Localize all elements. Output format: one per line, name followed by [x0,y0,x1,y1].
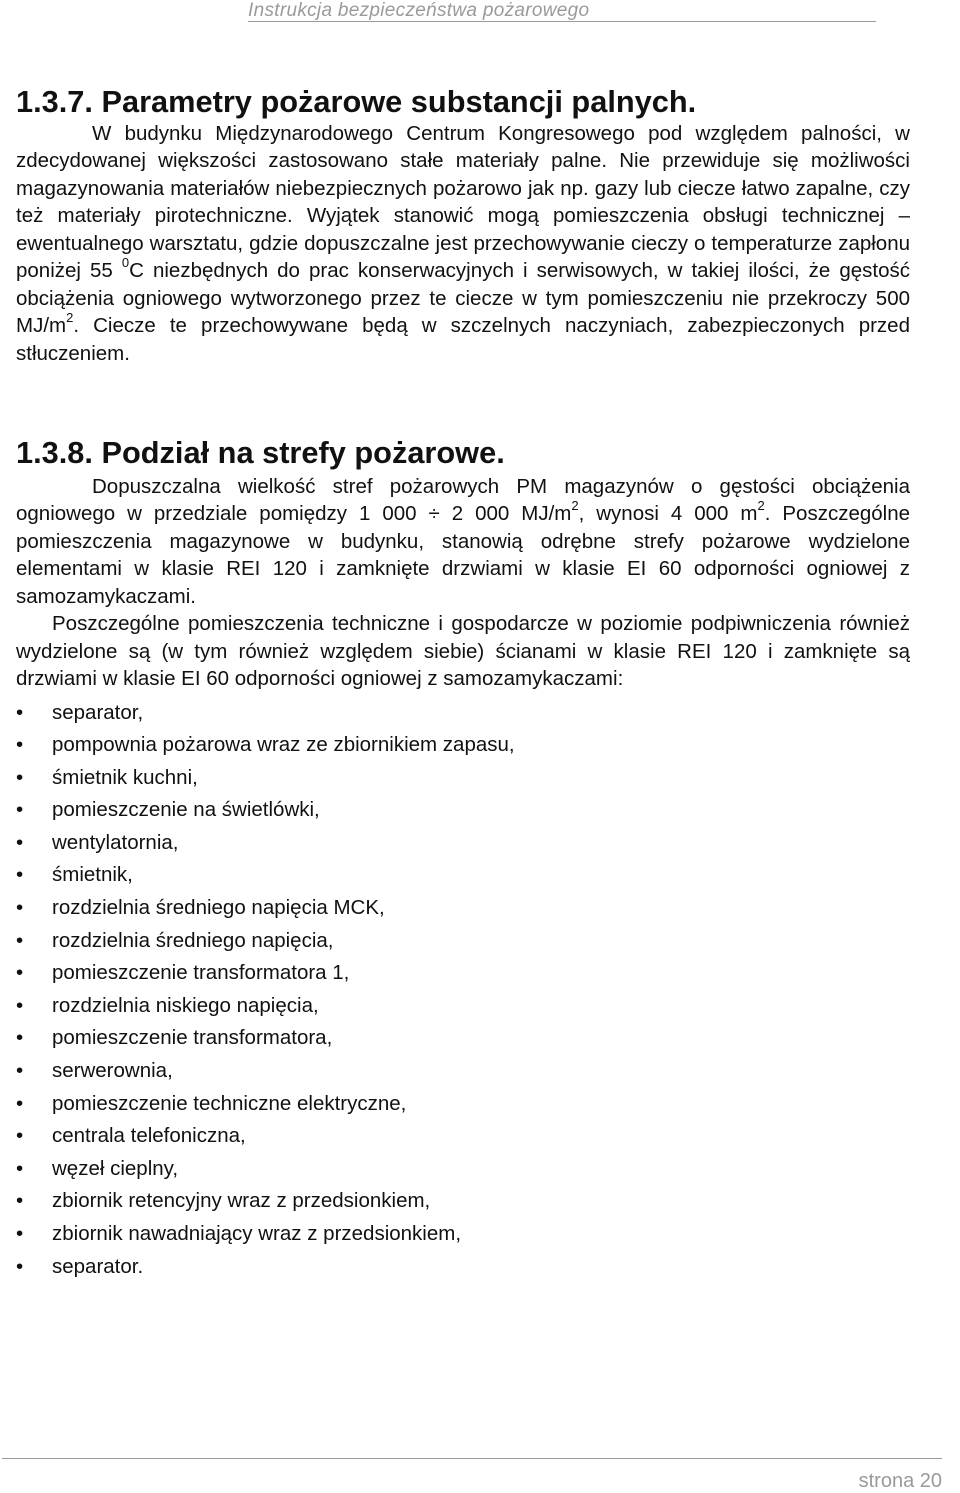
list-item-text: pomieszczenie transformatora, [52,1026,333,1050]
superscript: 2 [757,498,765,514]
section-heading-1-3-7: 1.3.7. Parametry pożarowe substancji palnych. [16,84,697,119]
paragraph-text: . Poszczególne pomieszczenia magazynowe w budynku, stanowią odrębne strefy pożarowe wydzielone elementami w klasie REI 120 i zamknięte drzwiami w klasie EI 60 odporności ogniowej z samozamykaczami. [16,502,911,608]
list-item-text: centrala telefoniczna, [52,1124,246,1148]
list-item-text: śmietnik kuchni, [52,765,198,789]
list-item-text: pomieszczenie na świetlówki, [52,798,320,822]
list-item [16,699,910,732]
bullet-icon: • [16,1026,24,1050]
list-item [16,1155,910,1188]
section-spacer [16,367,910,439]
list-item-text: serwerownia, [52,1059,173,1083]
list-item [16,764,910,797]
superscript: 0 [121,255,130,271]
paragraph-text: W budynku Międzynarodowego Centrum Kongresowego pod względem palności, w zdecydowanej większości zastosowano stałe materiały palne. Nie przewiduje się możliwości magazynowania materiałów niebezpiecznych pożarowo jak np. gazy lub ciecze łatwo zapalne, czy też materiały pirotechniczne. Wyjątek stanowić mogą pomieszczenia obsługi technicznej – ewentualnego warsztatu, gdzie dopuszczalne jest przechowywanie cieczy o temperaturze zapłonu poniżej 55 [16,121,910,282]
bullet-icon: • [16,1222,24,1245]
list-item [16,1090,910,1123]
list-item [16,1187,910,1220]
list-item-text: śmietnik, [52,863,133,887]
list-item-text: separator. [52,1254,144,1278]
bullet-icon: • [16,993,24,1017]
bullet-icon: • [16,1059,24,1083]
section-heading-1-3-8: 1.3.8. Podział na strefy pożarowe. [16,435,505,470]
bullet-icon: • [16,1189,24,1213]
list-item-text: węzeł cieplny, [52,1156,179,1180]
list-item-text: pomieszczenie transformatora 1, [52,961,350,985]
list-item [16,927,910,960]
paragraph-text: Dopuszczalna wielkość stref pożarowych PM magazynów o gęstości obciążenia ogniowego w przedziale pomiędzy 1 000 ÷ 2 000 MJ/m [16,474,910,525]
page-number: strona 20 [858,1470,942,1492]
list-item [16,1122,910,1155]
list-item-text: rozdzielnia średniego napięcia MCK, [52,896,385,920]
bullet-icon: • [16,1091,24,1115]
list-item-text: rozdzielnia średniego napięcia, [52,928,334,952]
list-item [16,1220,910,1253]
list-item [16,1024,910,1057]
paragraph-text: . Ciecze te przechowywane będą w szczelnych naczyniach, zabezpieczonych przed stłuczeniem. [16,314,910,365]
list-item-text: pompownia pożarowa wraz ze zbiornikiem zapasu, [52,733,515,757]
bullet-icon: • [16,1254,24,1278]
bullet-icon: • [16,1156,24,1180]
list-item-text: zbiornik retencyjny wraz z przedsionkiem, [52,1189,431,1213]
room-list [16,699,910,1286]
paragraph-text: C niezbędnych do prac konserwacyjnych i serwisowych, w takiej ilości, że gęstość obciążenia ogniowego wytworzonego przez te ciecze w tym pomieszczeniu nie przekroczy 500 MJ/m [16,259,911,337]
list-item [16,959,910,992]
list-item [16,1057,910,1090]
header-divider [248,21,876,22]
list-item [16,894,910,927]
bullet-icon: • [16,896,24,920]
bullet-icon: • [16,928,24,952]
list-item [16,829,910,862]
list-item-text: rozdzielnia niskiego napięcia, [52,993,319,1017]
list-item-text: wentylatornia, [52,830,179,854]
bullet-icon: • [16,961,24,985]
page-header [248,0,876,24]
bullet-icon: • [16,798,24,822]
section-paragraph [16,120,910,368]
section-paragraph [16,473,910,611]
list-item [16,731,910,764]
bullet-icon: • [16,733,24,757]
list-item-text: separator, [52,700,144,724]
footer-divider [2,1458,942,1459]
header-title: Instrukcja bezpieczeństwa pożarowego [248,0,590,21]
list-item [16,992,910,1025]
bullet-icon: • [16,863,24,887]
list-item [16,796,910,829]
bullet-icon: • [16,765,24,789]
list-item-text: pomieszczenie techniczne elektryczne, [52,1091,407,1115]
list-item [16,861,910,894]
bullet-icon: • [16,700,24,724]
list-item-text: zbiornik nawadniający wraz z przedsionkiem, [52,1222,462,1245]
bullet-icon: • [16,1124,24,1148]
paragraph-text: , wynosi 4 000 m [578,502,758,525]
document-body [16,84,911,1285]
superscript: 2 [571,498,579,514]
bullet-icon: • [16,830,24,854]
superscript: 2 [66,310,74,326]
list-item [16,1253,910,1286]
section-paragraph: Poszczególne pomieszczenia techniczne i gospodarcze w poziomie podpiwniczenia również wydzielone są (w tym również względem siebie) ścianami w klasie REI 120 i zamknięte są drzwiami w klasie EI 60 odporności ogniowej z samozamykaczami: [16,612,910,690]
